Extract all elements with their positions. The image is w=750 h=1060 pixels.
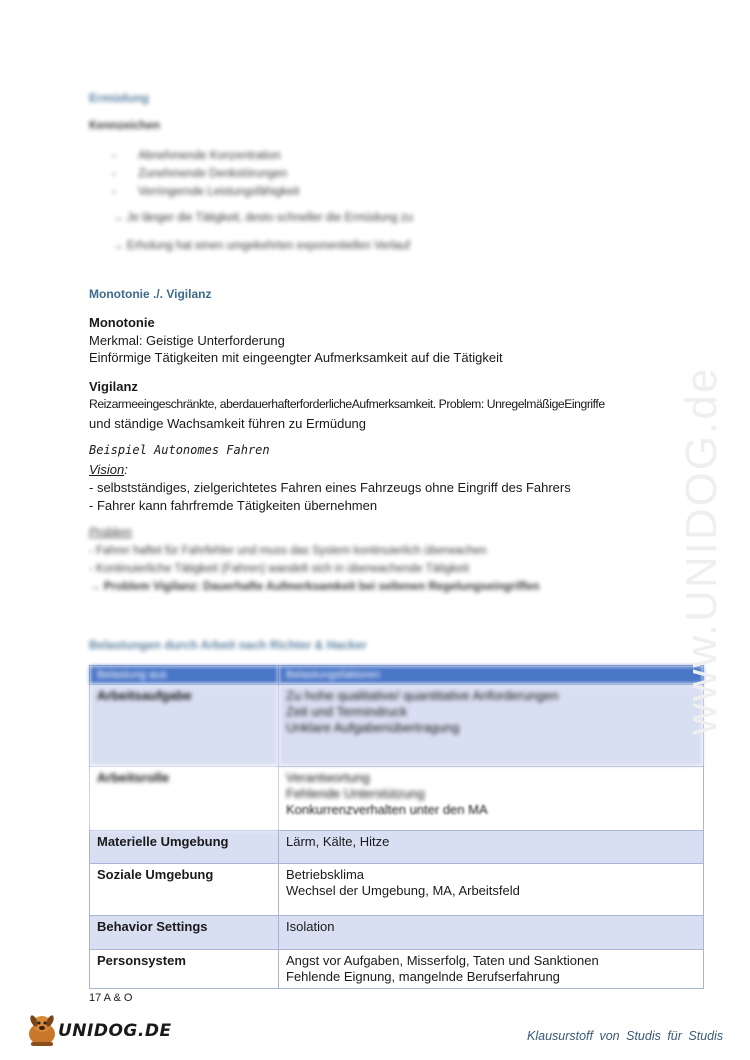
row-label: Arbeitsrolle <box>90 767 279 831</box>
table-header-cell: Belastungsfaktoren <box>279 666 704 685</box>
row-label: Materielle Umgebung <box>90 831 279 864</box>
monotonie-section-title: Monotonie ./. Vigilanz <box>89 287 212 301</box>
vision-item-2: - Fahrer kann fahrfremde Tätigkeiten übernehmen <box>89 498 378 513</box>
problem-item-1: - Fahrer haftet für Fahrfehler und muss das System kontinuierlich überwachen <box>89 545 487 557</box>
problem-item-2: - Kontinuierliche Tätigkeit (Fahren) wandelt sich in überwachende Tätigkeit <box>89 563 469 575</box>
row-label: Soziale Umgebung <box>90 864 279 916</box>
list-item: - Zunehmende Denkstörungen <box>112 168 288 180</box>
row-factors: Isolation <box>279 916 704 950</box>
belastungen-table <box>89 665 704 989</box>
table-header-cell: Belastung aus <box>90 666 279 685</box>
table-header-row <box>90 666 704 685</box>
table-row <box>90 864 704 916</box>
ermuedung-arrow-2: → Erholung hat einen umgekehrten exponentiellen Verlauf <box>112 240 410 252</box>
table-row <box>90 916 704 950</box>
dog-icon <box>22 1012 62 1048</box>
ermuedung-title: Ermüdung <box>89 91 149 105</box>
row-factors: Angst vor Aufgaben, Misserfolg, Taten und Sanktionen Fehlende Eignung, mangelnde Berufserfahrung <box>279 950 704 989</box>
row-factors: Lärm, Kälte, Hitze <box>279 831 704 864</box>
table-row <box>90 950 704 989</box>
table-row <box>90 831 704 864</box>
page-number: 17 A & O <box>89 992 133 1004</box>
table-row <box>90 685 704 767</box>
unidog-logo[interactable] <box>22 1012 172 1048</box>
list-item: - Abnehmende Konzentration <box>112 150 281 162</box>
logo-text: UNIDOG.DE <box>58 1021 172 1041</box>
example-heading: Beispiel Autonomes Fahren <box>89 443 270 457</box>
ermuedung-arrow-1: → Je länger die Tätigkeit, desto schneller die Ermüdung zu <box>112 212 413 224</box>
row-label: Behavior Settings <box>90 916 279 950</box>
vigilanz-line-1: Reizarmeeingeschränkte, aberdauerhafterforderlicheAufmerksamkeit. Problem: UnregelmäßigeEingriffe <box>89 397 605 411</box>
monotonie-line-2: Einförmige Tätigkeiten mit eingeengter Aufmerksamkeit auf die Tätigkeit <box>89 350 503 365</box>
ermuedung-subtitle: Kennzeichen <box>89 120 160 132</box>
watermark-text: www.UNIDOG.de <box>677 366 726 735</box>
vigilanz-line-2: und ständige Wachsamkeit führen zu Ermüdung <box>89 416 367 431</box>
vigilanz-heading: Vigilanz <box>89 379 138 394</box>
row-label: Arbeitsaufgabe <box>90 685 279 767</box>
monotonie-heading: Monotonie <box>89 315 155 330</box>
ermuedung-list <box>112 147 299 201</box>
list-item: - Verringernde Leistungsfähigkeit <box>112 186 300 198</box>
vision-label: Vision: <box>89 462 128 477</box>
row-label: Personsystem <box>90 950 279 989</box>
table-row <box>90 767 704 831</box>
row-factors: Zu hohe qualitative/ quantitative Anforderungen Zeit und Termindruck Unklare Aufgabenübertragung <box>279 685 704 767</box>
monotonie-line-1: Merkmal: Geistige Unterforderung <box>89 333 285 348</box>
vision-item-1: - selbstständiges, zielgerichtetes Fahren eines Fahrzeugs ohne Eingriff des Fahrers <box>89 480 571 495</box>
footer-slogan: Klausurstoff von Studis für Studis <box>527 1029 724 1043</box>
row-factors: Betriebsklima Wechsel der Umgebung, MA, Arbeitsfeld <box>279 864 704 916</box>
row-factors: Verantwortung Fehlende Unterstützung Konkurrenzverhalten unter den MA <box>279 767 704 831</box>
problem-label: Problem <box>89 527 132 539</box>
problem-conclusion: → Problem Vigilanz: Dauerhafte Aufmerksamkeit bei seltenen Regelungseingriffen <box>89 581 540 593</box>
belastungen-title: Belastungen durch Arbeit nach Richter & Hacker <box>89 638 367 652</box>
